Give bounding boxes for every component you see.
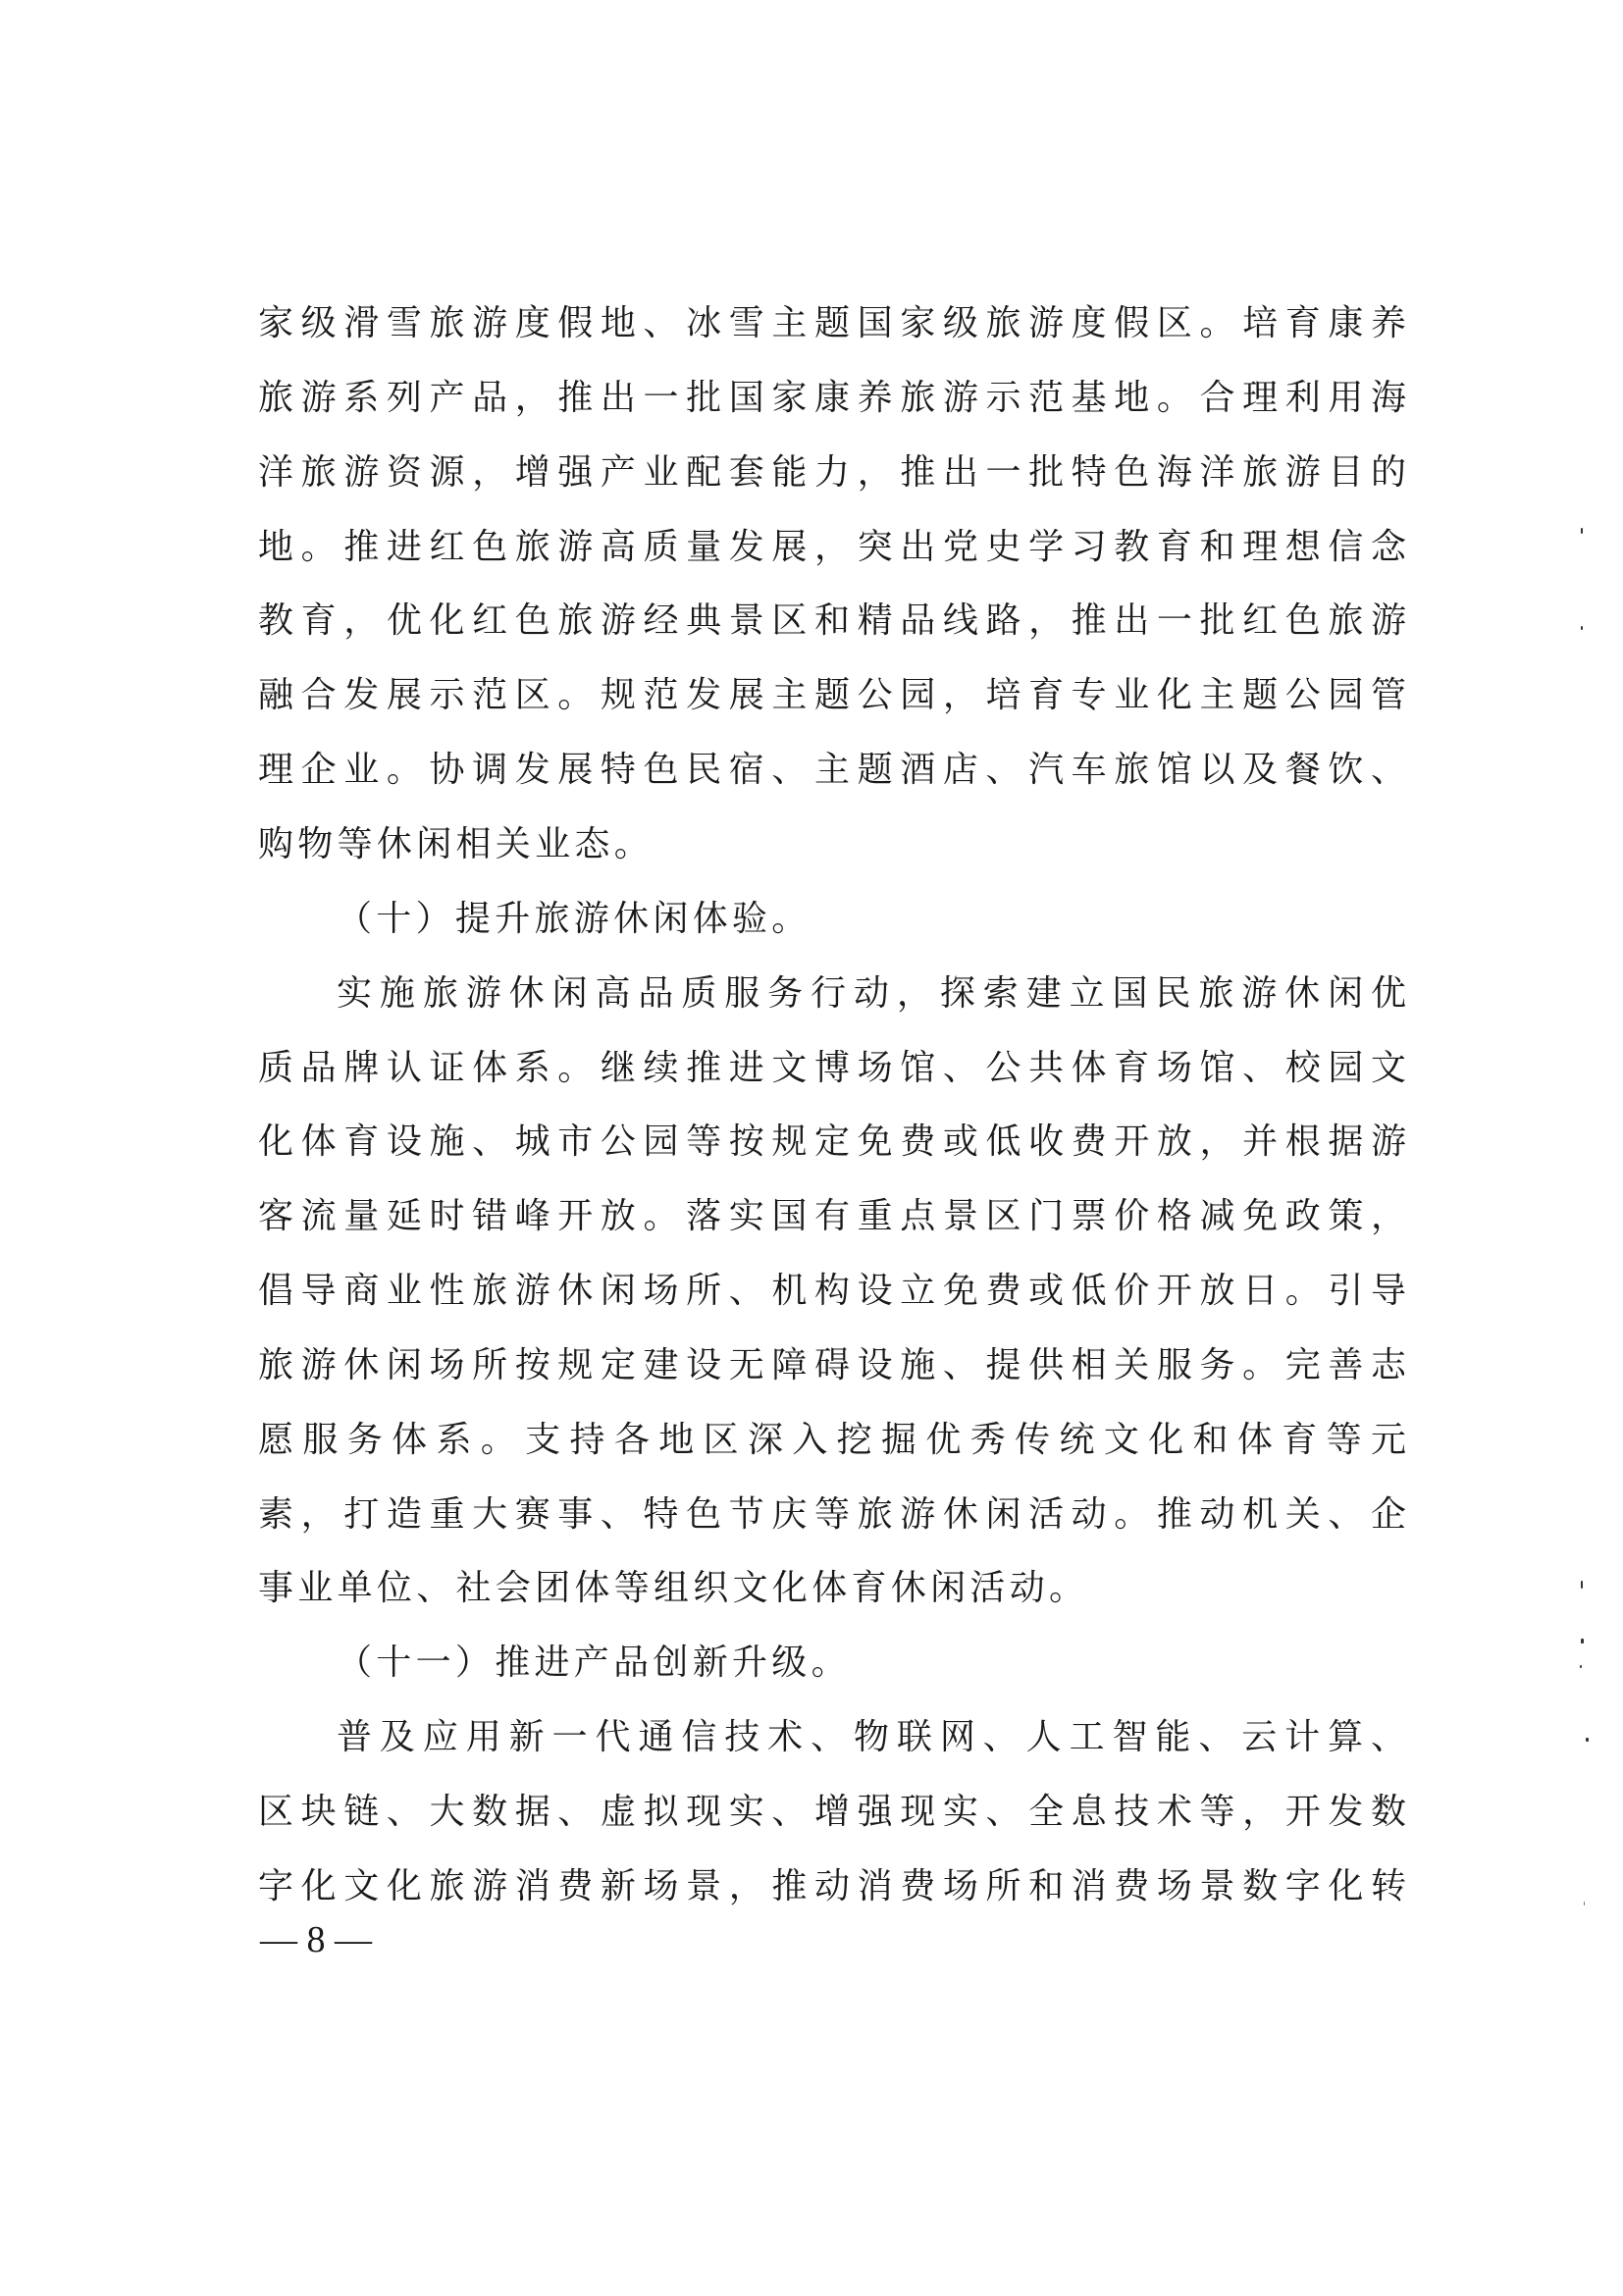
body-line: 字化文化旅游消费新场景，推动消费场所和消费场景数字化转: [258, 1866, 1406, 1906]
body-line-last: 购物等休闲相关业态。: [258, 824, 654, 864]
body-line: 客流量延时错峰开放。落实国有重点景区门票价格减免政策，: [258, 1196, 1406, 1236]
body-line: 化体育设施、城市公园等按规定免费或低收费开放，并根据游: [258, 1122, 1406, 1162]
body-line: 地。推进红色旅游高质量发展，突出党史学习教育和理想信念: [258, 527, 1406, 567]
body-line: 融合发展示范区。规范发展主题公园，培育专业化主题公园管: [258, 675, 1406, 715]
scan-mark: [1586, 1738, 1589, 1742]
body-line: 家级滑雪旅游度假地、冰雪主题国家级旅游度假区。培育康养: [258, 303, 1406, 343]
body-line: 旅游系列产品，推出一批国家康养旅游示范基地。合理利用海: [258, 378, 1406, 418]
section-heading-11: （十一）推进产品创新升级。: [337, 1643, 851, 1683]
paragraph-first-line: 实施旅游休闲高品质服务行动，探索建立国民旅游休闲优: [337, 973, 1406, 1014]
body-line: 素，打造重大赛事、特色节庆等旅游休闲活动。推动机关、企: [258, 1494, 1406, 1535]
body-line: 教育，优化红色旅游经典景区和精品线路，推出一批红色旅游: [258, 600, 1406, 641]
body-line: 愿服务体系。支持各地区深入挖掘优秀传统文化和体育等元: [258, 1420, 1406, 1460]
body-line: 质品牌认证体系。继续推进文博场馆、公共体育场馆、校园文: [258, 1048, 1406, 1088]
body-line: 理企业。协调发展特色民宿、主题酒店、汽车旅馆以及餐饮、: [258, 750, 1406, 790]
scan-mark: [1584, 1902, 1585, 1905]
body-line: 区块链、大数据、虚拟现实、增强现实、全息技术等，开发数: [258, 1792, 1406, 1832]
body-line: 旅游休闲场所按规定建设无障碍设施、提供相关服务。完善志: [258, 1345, 1406, 1385]
scan-mark: [1581, 626, 1583, 630]
scan-mark: [1581, 1639, 1584, 1644]
scan-mark: [1581, 1581, 1583, 1589]
scan-mark: [1581, 528, 1583, 534]
section-heading-10: （十）提升旅游休闲体验。: [337, 899, 812, 939]
page-number: — 8 —: [260, 1919, 372, 1960]
body-line: 洋旅游资源，增强产业配套能力，推出一批特色海洋旅游目的: [258, 452, 1406, 493]
body-line-last: 事业单位、社会团体等组织文化体育休闲活动。: [258, 1568, 1089, 1608]
scan-mark: [1580, 1665, 1582, 1668]
paragraph-first-line: 普及应用新一代通信技术、物联网、人工智能、云计算、: [337, 1717, 1406, 1757]
body-line: 倡导商业性旅游休闲场所、机构设立免费或低价开放日。引导: [258, 1271, 1406, 1311]
